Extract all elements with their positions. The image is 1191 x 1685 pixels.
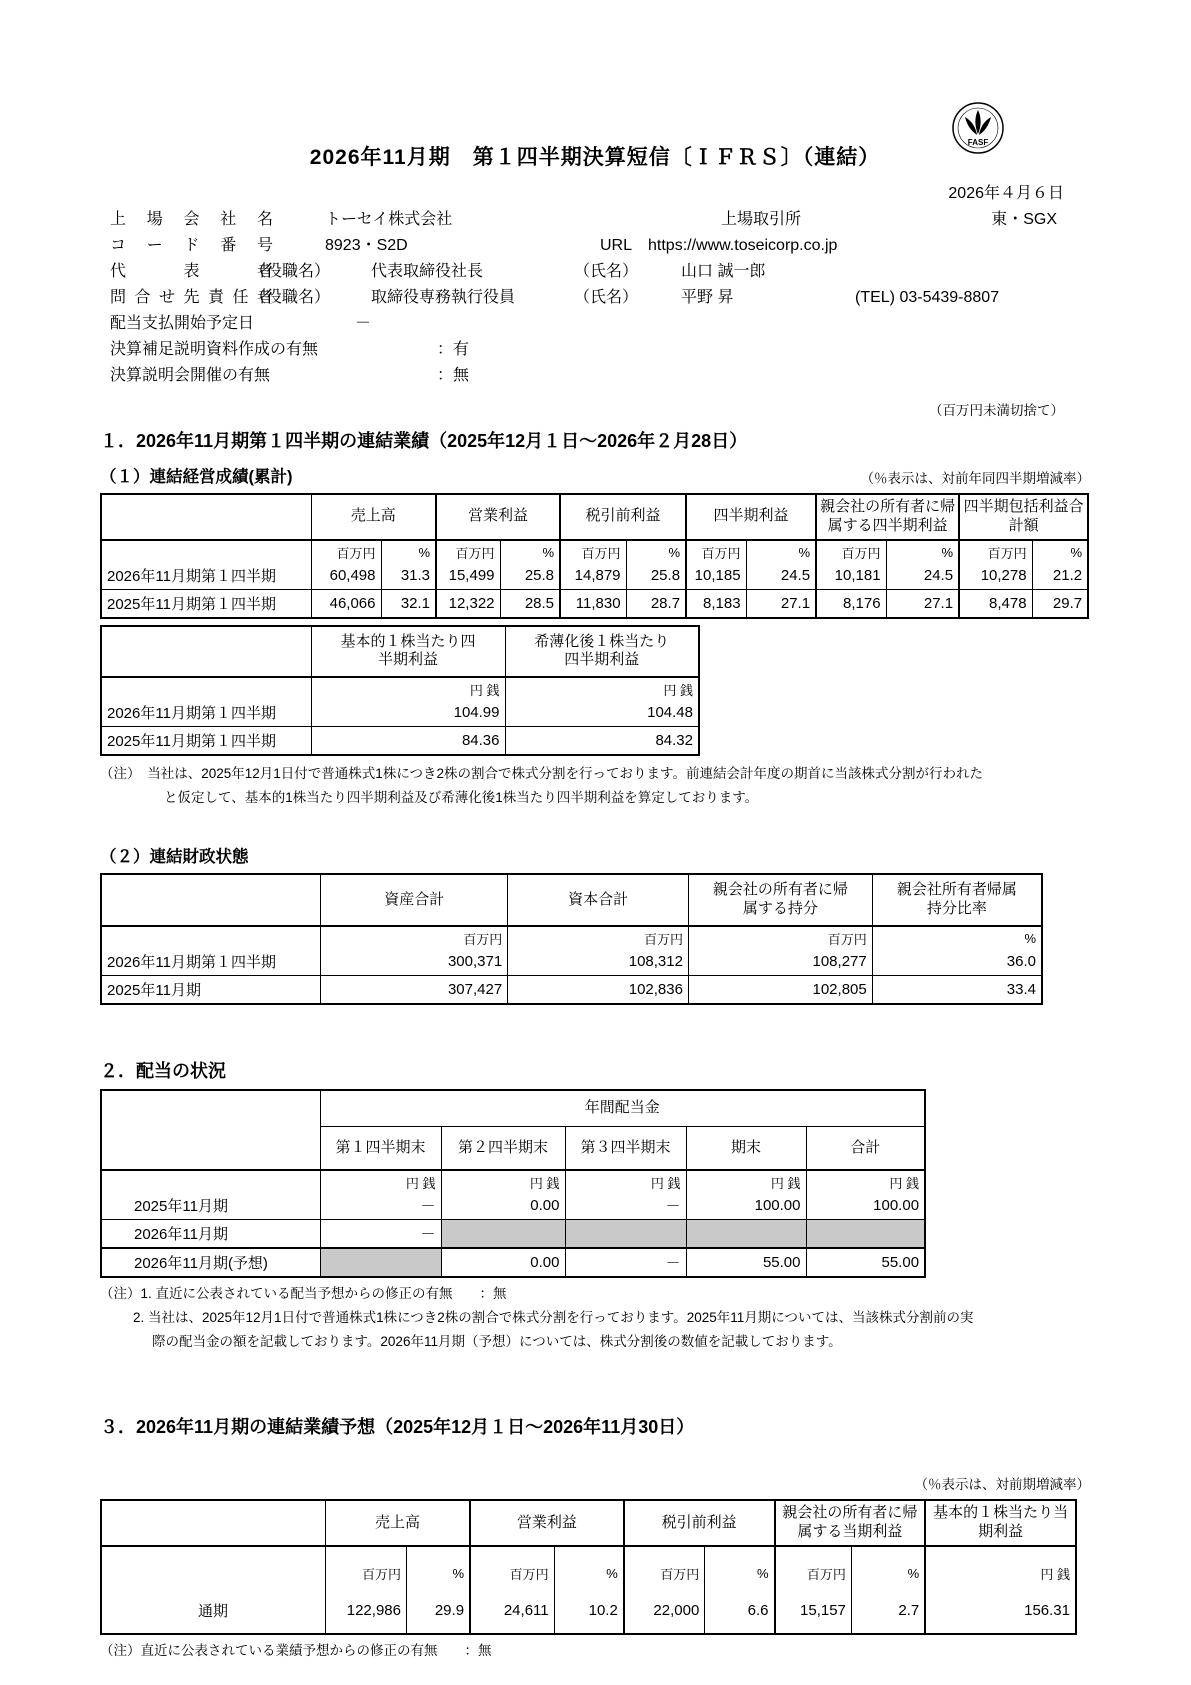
cell-value: 104.99 [311, 699, 505, 727]
cell-value: 84.36 [311, 727, 505, 756]
cell-value: 31.3 [381, 562, 436, 590]
cell-value: 84.32 [505, 727, 699, 756]
cell-value: 307,427 [321, 975, 508, 1004]
cell-value: 122,986 [326, 1589, 407, 1634]
representative-name: 山口 誠一郎 [681, 263, 766, 280]
position-col-assets: 資産合計 [321, 874, 508, 926]
unit-yen-sen: 円 銭 [320, 1170, 441, 1192]
cell-value: － [565, 1248, 686, 1277]
cell-value: 24.5 [746, 562, 816, 590]
unit-percent: % [381, 540, 436, 562]
url-label: URL [600, 237, 633, 254]
unit-million-yen: 百万円 [508, 926, 689, 948]
dividends-note-line2: 2. 当社は、2025年12月1日付で普通株式1株につき2株の割合で株式分割を行っております。2025年11月期については、当該株式分割前の実 [133, 1309, 974, 1325]
info-line-contact [100, 285, 1090, 311]
dividends-header-blank [101, 1090, 320, 1171]
briefing-label: 決算説明会開催の有無 [110, 367, 271, 384]
unit-yen-sen: 円 銭 [441, 1170, 565, 1192]
eps-col-basic: 基本的１株当たり四半期利益 [311, 626, 505, 678]
unit-million-yen: 百万円 [624, 1546, 705, 1589]
cell-value: 25.8 [500, 562, 560, 590]
cell-value: 28.7 [626, 589, 686, 618]
unit-yen-sen: 円 銭 [505, 677, 699, 699]
cell-value: 28.5 [500, 589, 560, 618]
unit-blank [101, 1170, 320, 1192]
info-line-briefing [100, 363, 1090, 389]
cell-value: 36.0 [872, 948, 1042, 976]
company-info [100, 207, 1090, 389]
cell-value: 10,185 [686, 562, 746, 590]
eps-note-line2: と仮定して、基本的1株当たり四半期利益及び希薄化後1株当たり四半期利益を算定しております。 [164, 789, 759, 805]
representative-label: 代表者 [110, 263, 273, 280]
forecast-col-op: 営業利益 [470, 1500, 624, 1546]
info-line-supplement [100, 337, 1090, 363]
cell-value: 10.2 [554, 1589, 624, 1634]
position-subheading: （２）連結財政状態 [100, 848, 249, 867]
cell-value: 33.4 [872, 975, 1042, 1004]
dividends-col-q1: 第１四半期末 [320, 1126, 441, 1170]
row-label: 2025年11月期 [101, 1192, 320, 1220]
results-col-parent: 親会社の所有者に帰属する四半期利益 [816, 494, 959, 540]
cell-value: 8,183 [686, 589, 746, 618]
cell-value: 15,499 [436, 562, 500, 590]
unit-million-yen: 百万円 [311, 540, 381, 562]
forecast-pct-note: （％表示は、対前期増減率） [914, 1477, 1090, 1493]
results-col-sales: 売上高 [311, 494, 436, 540]
contact-tel: (TEL) 03-5439-8807 [855, 289, 1000, 306]
results-table [100, 493, 1089, 619]
cell-value: 12,322 [436, 589, 500, 618]
forecast-col-sales: 売上高 [326, 1500, 471, 1546]
unit-million-yen: 百万円 [326, 1546, 407, 1589]
results-header-blank [101, 494, 311, 540]
unit-million-yen: 百万円 [686, 540, 746, 562]
unit-percent: % [886, 540, 959, 562]
dividends-col-total: 合計 [806, 1126, 925, 1170]
results-subheading: （１）連結経営成績(累計) [100, 468, 293, 486]
row-label: 通期 [101, 1589, 326, 1634]
row-label: 2026年11月期第１四半期 [101, 562, 311, 590]
section3-heading: ３．2026年11月期の連結業績予想（2025年12月１日～2026年11月30日） [100, 1417, 695, 1438]
unit-million-yen: 百万円 [775, 1546, 852, 1589]
svg-text:FASF: FASF [967, 138, 989, 147]
cell-value: 2.7 [851, 1589, 925, 1634]
unit-million-yen: 百万円 [560, 540, 626, 562]
cell-value: 100.00 [806, 1192, 925, 1220]
unit-yen-sen: 円 銭 [686, 1170, 806, 1192]
unit-blank [101, 677, 311, 699]
cell-value: 29.7 [1032, 589, 1088, 618]
eps-units-row [101, 677, 699, 699]
cell-blank-gray [686, 1220, 806, 1249]
cell-value: 24,611 [470, 1589, 554, 1634]
company-name-label: 上場会社名 [110, 211, 273, 228]
representative-title: 代表取締役社長 [371, 263, 484, 280]
cell-value: 10,278 [959, 562, 1032, 590]
results-header-row [101, 494, 1088, 540]
cell-blank-gray [320, 1248, 441, 1277]
results-col-op: 営業利益 [436, 494, 560, 540]
unit-percent: % [705, 1546, 775, 1589]
eps-header-row [101, 626, 699, 678]
cell-blank-gray [806, 1220, 925, 1249]
cell-value: 6.6 [705, 1589, 775, 1634]
report-date: 2026年４月６日 [948, 185, 1064, 202]
supplement-value: ：有 [437, 341, 470, 358]
forecast-col-parent: 親会社の所有者に帰属する当期利益 [775, 1500, 926, 1546]
cell-value: 0.00 [441, 1192, 565, 1220]
cell-value: 11,830 [560, 589, 626, 618]
position-header-blank [101, 874, 321, 926]
cell-value: 108,312 [508, 948, 689, 976]
code-label: コード番号 [110, 237, 273, 254]
cell-value: － [565, 1192, 686, 1220]
dividends-units-row [101, 1170, 925, 1192]
unit-million-yen: 百万円 [688, 926, 872, 948]
unit-million-yen: 百万円 [816, 540, 886, 562]
unit-percent: % [554, 1546, 624, 1589]
forecast-note-line1: （注）直近に公表されている業績予想からの修正の有無 ：無 [100, 1642, 492, 1658]
cell-value: 8,176 [816, 589, 886, 618]
unit-percent: % [626, 540, 686, 562]
forecast-col-pretax: 税引前利益 [624, 1500, 775, 1546]
forecast-row-fullyear [101, 1589, 1076, 1634]
unit-million-yen: 百万円 [436, 540, 500, 562]
briefing-value: ：無 [437, 367, 470, 384]
cell-value: 10,181 [816, 562, 886, 590]
cell-value: 25.8 [626, 562, 686, 590]
cell-value: 102,805 [688, 975, 872, 1004]
section1-subheading-row [100, 463, 1090, 487]
dividends-note-line3: 際の配当金の額を記載しております。2026年11月期（予想）については、株式分割後の数値を記載しております。 [152, 1333, 842, 1349]
url-value: https://www.toseicorp.co.jp [648, 237, 838, 254]
results-pct-note: （％表示は、対前年同四半期増減率） [860, 471, 1090, 486]
row-label: 2025年11月期第１四半期 [101, 727, 311, 756]
row-label: 2025年11月期 [101, 975, 321, 1004]
unit-blank [101, 926, 321, 948]
cell-value: 27.1 [746, 589, 816, 618]
rounding-note: （百万円未満切捨て） [929, 403, 1064, 418]
row-label: 2026年11月期 [101, 1220, 320, 1249]
cell-value: 27.1 [886, 589, 959, 618]
position-row-2025 [101, 975, 1042, 1004]
forecast-table [100, 1499, 1077, 1635]
cell-value: － [320, 1220, 441, 1249]
position-header-row [101, 874, 1042, 926]
dividends-row-2026-forecast [101, 1248, 925, 1277]
contact-label: 問合せ先責任者 [110, 289, 273, 306]
unit-blank [101, 1546, 326, 1589]
unit-percent: % [500, 540, 560, 562]
code-value: 8923・S2D [325, 237, 408, 254]
contact-title-paren: （役職名） [250, 289, 331, 306]
cell-value: 46,066 [311, 589, 381, 618]
dividends-span-header: 年間配当金 [320, 1090, 925, 1126]
representative-name-paren: （氏名） [574, 263, 639, 280]
unit-million-yen: 百万円 [321, 926, 508, 948]
unit-yen-sen: 円 銭 [565, 1170, 686, 1192]
contact-name: 平野 昇 [681, 289, 734, 306]
financial-position-table [100, 873, 1043, 1005]
results-col-pretax: 税引前利益 [560, 494, 686, 540]
info-line-dividend-date [100, 311, 1090, 337]
dividends-row-2025 [101, 1192, 925, 1220]
position-col-parent-equity: 親会社の所有者に帰属する持分 [688, 874, 872, 926]
cell-value: 21.2 [1032, 562, 1088, 590]
eps-row-2026 [101, 699, 699, 727]
cell-value: 100.00 [686, 1192, 806, 1220]
results-col-qprofit: 四半期利益 [686, 494, 816, 540]
position-col-ratio: 親会社所有者帰属持分比率 [872, 874, 1042, 926]
cell-blank-gray [441, 1220, 565, 1249]
exchange-label: 上場取引所 [721, 211, 802, 228]
dividend-date-value: － [355, 315, 372, 332]
cell-value: 22,000 [624, 1589, 705, 1634]
unit-blank [101, 540, 311, 562]
contact-title: 取締役専務執行役員 [371, 289, 516, 306]
dividends-col-yearend: 期末 [686, 1126, 806, 1170]
section2-heading: ２．配当の状況 [100, 1060, 226, 1081]
supplement-label: 決算補足説明資料作成の有無 [110, 341, 319, 358]
cell-value: 15,157 [775, 1589, 852, 1634]
cell-value: 104.48 [505, 699, 699, 727]
info-line-representative [100, 259, 1090, 285]
cell-value: 0.00 [441, 1248, 565, 1277]
cell-value: － [320, 1192, 441, 1220]
eps-row-2025 [101, 727, 699, 756]
forecast-header-blank [101, 1500, 326, 1546]
unit-yen-sen: 円 銭 [806, 1170, 925, 1192]
results-row-2025 [101, 589, 1088, 618]
row-label: 2026年11月期第１四半期 [101, 948, 321, 976]
unit-yen-sen: 円 銭 [311, 677, 505, 699]
cell-value: 300,371 [321, 948, 508, 976]
exchange-value: 東・SGX [991, 211, 1057, 228]
eps-table [100, 625, 700, 757]
row-label: 2025年11月期第１四半期 [101, 589, 311, 618]
cell-value: 14,879 [560, 562, 626, 590]
eps-note-line1: （注） 当社は、2025年12月1日付で普通株式1株につき2株の割合で株式分割を行っております。前連結会計年度の期首に当該株式分割が行われた [100, 766, 983, 781]
unit-percent: % [851, 1546, 925, 1589]
cell-value: 24.5 [886, 562, 959, 590]
cell-value: 60,498 [311, 562, 381, 590]
dividends-table [100, 1089, 926, 1279]
unit-percent: % [872, 926, 1042, 948]
dividends-col-q3: 第３四半期末 [565, 1126, 686, 1170]
forecast-units-row [101, 1546, 1076, 1589]
dividends-note-line1: （注）1. 直近に公表されている配当予想からの修正の有無 ：無 [100, 1286, 507, 1302]
unit-million-yen: 百万円 [470, 1546, 554, 1589]
dividends-col-q2: 第２四半期末 [441, 1126, 565, 1170]
representative-title-paren: （役職名） [250, 263, 331, 280]
section1-heading: １．2026年11月期第１四半期の連結業績（2025年12月１日～2026年２月28日） [100, 431, 748, 451]
cell-value: 8,478 [959, 589, 1032, 618]
unit-percent: % [406, 1546, 470, 1589]
unit-million-yen: 百万円 [959, 540, 1032, 562]
cell-value: 32.1 [381, 589, 436, 618]
forecast-header-row [101, 1500, 1076, 1546]
results-col-comprehensive: 四半期包括利益合計額 [959, 494, 1088, 540]
dividends-row-2026 [101, 1220, 925, 1249]
row-label: 2026年11月期第１四半期 [101, 699, 311, 727]
dividend-date-label: 配当支払開始予定日 [110, 315, 255, 332]
unit-yen-sen: 円 銭 [925, 1546, 1076, 1589]
unit-percent: % [1032, 540, 1088, 562]
row-label: 2026年11月期(予想) [101, 1248, 320, 1277]
position-col-equity: 資本合計 [508, 874, 689, 926]
position-row-2026 [101, 948, 1042, 976]
forecast-col-eps: 基本的１株当たり当期利益 [925, 1500, 1076, 1546]
fasf-logo [951, 101, 1005, 155]
eps-col-diluted: 希薄化後１株当たり四半期利益 [505, 626, 699, 678]
info-line-company [100, 207, 1090, 233]
cell-value: 29.9 [406, 1589, 470, 1634]
results-units-row [101, 540, 1088, 562]
dividends-span-header-row [101, 1090, 925, 1126]
page-title: 2026年11月期 第１四半期決算短信〔ＩＦＲＳ〕（連結） [309, 146, 881, 169]
results-row-2026 [101, 562, 1088, 590]
company-name-value: トーセイ株式会社 [325, 211, 453, 228]
cell-value: 102,836 [508, 975, 689, 1004]
cell-value: 108,277 [688, 948, 872, 976]
cell-value: 55.00 [806, 1248, 925, 1277]
unit-percent: % [746, 540, 816, 562]
info-line-code [100, 233, 1090, 259]
eps-header-blank [101, 626, 311, 678]
position-units-row [101, 926, 1042, 948]
cell-value: 156.31 [925, 1589, 1076, 1634]
cell-value: 55.00 [686, 1248, 806, 1277]
cell-blank-gray [565, 1220, 686, 1249]
contact-name-paren: （氏名） [574, 289, 639, 306]
